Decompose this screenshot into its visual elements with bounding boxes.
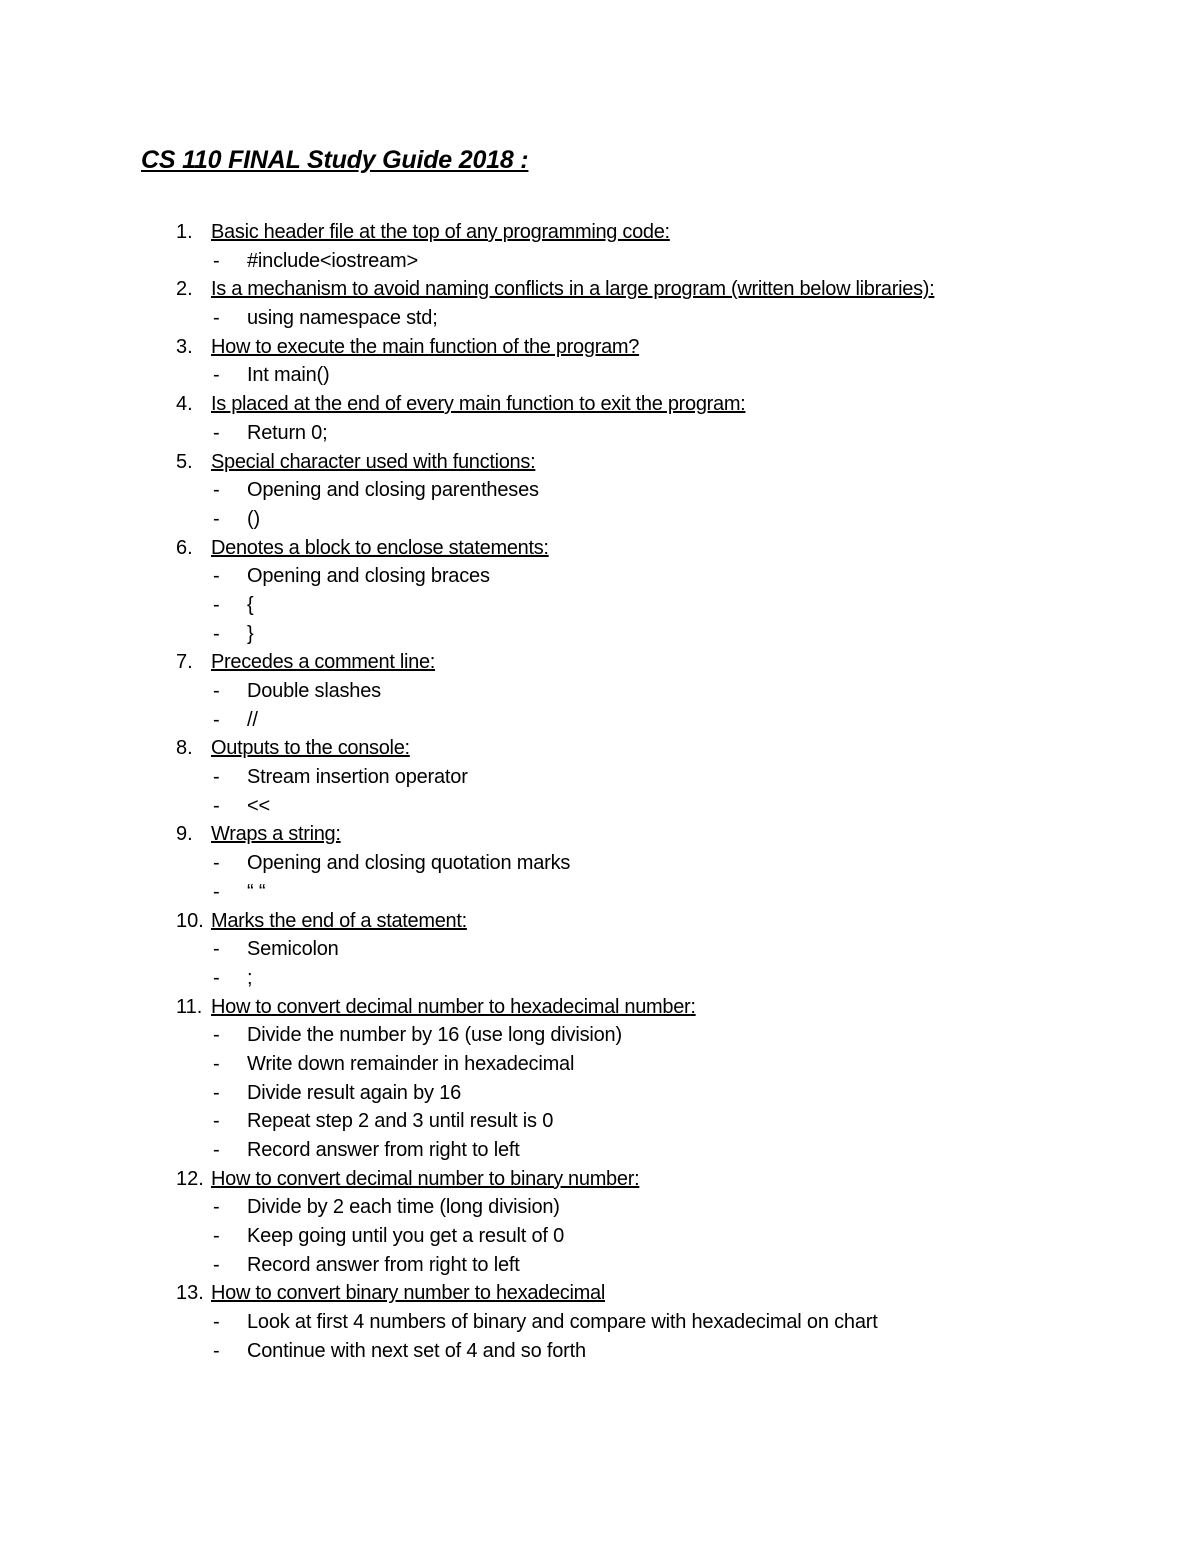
- answer-text: (): [247, 507, 260, 530]
- answer-text: Stream insertion operator: [247, 766, 468, 789]
- question-item: [0, 820, 1200, 849]
- question-number: 4.: [176, 393, 193, 416]
- answer-text: Keep going until you get a result of 0: [247, 1225, 565, 1248]
- answer-item: [0, 1308, 1200, 1337]
- question-text: [211, 218, 670, 247]
- answer-item: [0, 677, 1200, 706]
- answer-item: [0, 419, 1200, 448]
- bullet-dash: -: [213, 622, 220, 645]
- question-label: Precedes a comment line:: [211, 651, 436, 674]
- document-title: CS 110 FINAL Study Guide 2018 :: [141, 146, 529, 174]
- answer-text: Divide result again by 16: [247, 1081, 462, 1104]
- answer-text: {: [247, 593, 254, 616]
- bullet-dash: -: [213, 364, 220, 387]
- bullet-dash: -: [213, 507, 220, 530]
- answer-item: [0, 620, 1200, 649]
- bullet-dash: -: [213, 1139, 220, 1161]
- question-item: [0, 448, 1200, 477]
- bullet-dash: -: [213, 708, 220, 731]
- question-number: 1.: [176, 221, 193, 243]
- answer-item: [0, 763, 1200, 792]
- answer-item: [0, 1079, 1200, 1108]
- answer-text: Continue with next set of 4 and so forth: [247, 1339, 586, 1362]
- answer-text: Opening and closing braces: [247, 565, 490, 588]
- answer-text: Int main(): [247, 364, 330, 387]
- bullet-dash: -: [213, 593, 220, 616]
- bullet-dash: -: [213, 880, 220, 903]
- question-number: 7.: [176, 651, 193, 674]
- question-text: [211, 734, 410, 763]
- answer-text: Repeat step 2 and 3 until result is 0: [247, 1110, 554, 1133]
- question-item: [0, 218, 1200, 247]
- question-number: 9.: [176, 823, 193, 846]
- answer-item: [0, 849, 1200, 878]
- answer-item: [0, 1251, 1200, 1280]
- question-label: Marks the end of a statement:: [211, 909, 467, 932]
- bullet-dash: -: [213, 1196, 220, 1219]
- answer-text: using namespace std;: [247, 307, 438, 330]
- answer-text: Divide by 2 each time (long division): [247, 1196, 560, 1219]
- answer-item: [0, 1050, 1200, 1079]
- answer-text: Record answer from right to left: [247, 1253, 520, 1276]
- question-number: 2.: [176, 278, 193, 301]
- bullet-dash: -: [213, 938, 220, 961]
- answer-text: Double slashes: [247, 680, 381, 702]
- answer-text: ;: [247, 966, 253, 989]
- answer-text: Write down remainder in hexadecimal: [247, 1052, 575, 1075]
- answer-item: [0, 706, 1200, 735]
- question-item: [0, 993, 1200, 1022]
- bullet-dash: -: [213, 565, 220, 588]
- question-label: Outputs to the console:: [211, 737, 410, 760]
- question-label: Special character used with functions:: [211, 450, 536, 473]
- answer-item: [0, 562, 1200, 591]
- question-item: [0, 534, 1200, 563]
- question-text: [211, 333, 639, 362]
- answer-text: #include<iostream>: [247, 249, 418, 272]
- question-item: [0, 390, 1200, 419]
- bullet-dash: -: [213, 421, 220, 444]
- bullet-dash: -: [213, 1311, 220, 1334]
- answer-text: Opening and closing parentheses: [247, 479, 539, 502]
- answer-item: [0, 964, 1200, 993]
- bullet-dash: -: [213, 1052, 220, 1075]
- question-item: [0, 275, 1200, 304]
- bullet-dash: -: [213, 966, 220, 989]
- question-text: [211, 907, 467, 936]
- bullet-dash: -: [213, 1339, 220, 1362]
- question-number: 10.: [176, 909, 204, 932]
- question-number: 6.: [176, 536, 193, 559]
- question-number: 13.: [176, 1282, 204, 1305]
- answer-item: [0, 1193, 1200, 1222]
- question-text: [211, 648, 435, 677]
- answer-item: [0, 1107, 1200, 1136]
- answer-item: [0, 1222, 1200, 1251]
- bullet-dash: -: [213, 249, 220, 272]
- answer-text: Record answer from right to left: [247, 1139, 520, 1161]
- answer-text: //: [247, 708, 258, 731]
- answer-text: Look at first 4 numbers of binary and compare with hexadecimal on chart: [247, 1311, 878, 1334]
- answer-item: [0, 476, 1200, 505]
- question-label: Denotes a block to enclose statements:: [211, 536, 549, 559]
- answer-item: [0, 505, 1200, 534]
- question-item: [0, 648, 1200, 677]
- answer-text: Semicolon: [247, 938, 339, 961]
- question-item: [0, 1279, 1200, 1308]
- bullet-dash: -: [213, 852, 220, 875]
- bullet-dash: -: [213, 766, 220, 789]
- question-text: [211, 448, 535, 477]
- answer-item: [0, 1337, 1200, 1366]
- question-label: Wraps a string:: [211, 823, 341, 846]
- bullet-dash: -: [213, 1081, 220, 1104]
- answer-item: [0, 792, 1200, 821]
- answer-item: [0, 1136, 1200, 1165]
- question-list: [0, 218, 1200, 1366]
- question-number: 8.: [176, 737, 193, 760]
- answer-item: [0, 247, 1200, 276]
- question-label: How to convert decimal number to binary number:: [211, 1167, 640, 1190]
- bullet-dash: -: [213, 1110, 220, 1133]
- answer-item: [0, 304, 1200, 333]
- question-suffix: :: [690, 995, 696, 1018]
- answer-item: [0, 935, 1200, 964]
- question-number: 12.: [176, 1167, 204, 1190]
- answer-text: }: [247, 622, 254, 645]
- answer-item: [0, 361, 1200, 390]
- answer-item: [0, 591, 1200, 620]
- bullet-dash: -: [213, 479, 220, 502]
- question-label: How to convert decimal number to hexadecimal number: [211, 995, 691, 1018]
- question-text: [211, 820, 341, 849]
- question-label: Is placed at the end of every main function to exit the program:: [211, 393, 746, 416]
- answer-item: [0, 1021, 1200, 1050]
- question-label: Is a mechanism to avoid naming conflicts in a large program (written below libraries):: [211, 278, 935, 301]
- bullet-dash: -: [213, 794, 220, 817]
- bullet-dash: -: [213, 1253, 220, 1276]
- question-number: 5.: [176, 450, 193, 473]
- question-label: How to convert binary number to hexadecimal: [211, 1282, 605, 1305]
- bullet-dash: -: [213, 1024, 220, 1047]
- answer-text: Opening and closing quotation marks: [247, 852, 571, 875]
- question-label: How to execute the main function of the program?: [211, 335, 640, 358]
- question-number: 3.: [176, 335, 193, 358]
- question-text: [211, 993, 696, 1022]
- answer-text: Divide the number by 16 (use long division): [247, 1024, 622, 1047]
- question-item: [0, 1165, 1200, 1194]
- bullet-dash: -: [213, 1225, 220, 1248]
- question-item: [0, 333, 1200, 362]
- answer-text: Return 0;: [247, 421, 328, 444]
- question-item: [0, 907, 1200, 936]
- question-text: [211, 390, 745, 419]
- question-number: 11.: [176, 995, 203, 1018]
- question-label: Basic header file at the top of any programming code:: [211, 221, 670, 243]
- answer-text: <<: [247, 794, 270, 817]
- question-item: [0, 734, 1200, 763]
- answer-item: [0, 878, 1200, 907]
- bullet-dash: -: [213, 307, 220, 330]
- question-text: [211, 1279, 605, 1308]
- bullet-dash: -: [213, 680, 220, 702]
- answer-text: “ “: [247, 880, 266, 903]
- question-text: [211, 1165, 639, 1194]
- question-text: [211, 275, 934, 304]
- question-text: [211, 534, 549, 563]
